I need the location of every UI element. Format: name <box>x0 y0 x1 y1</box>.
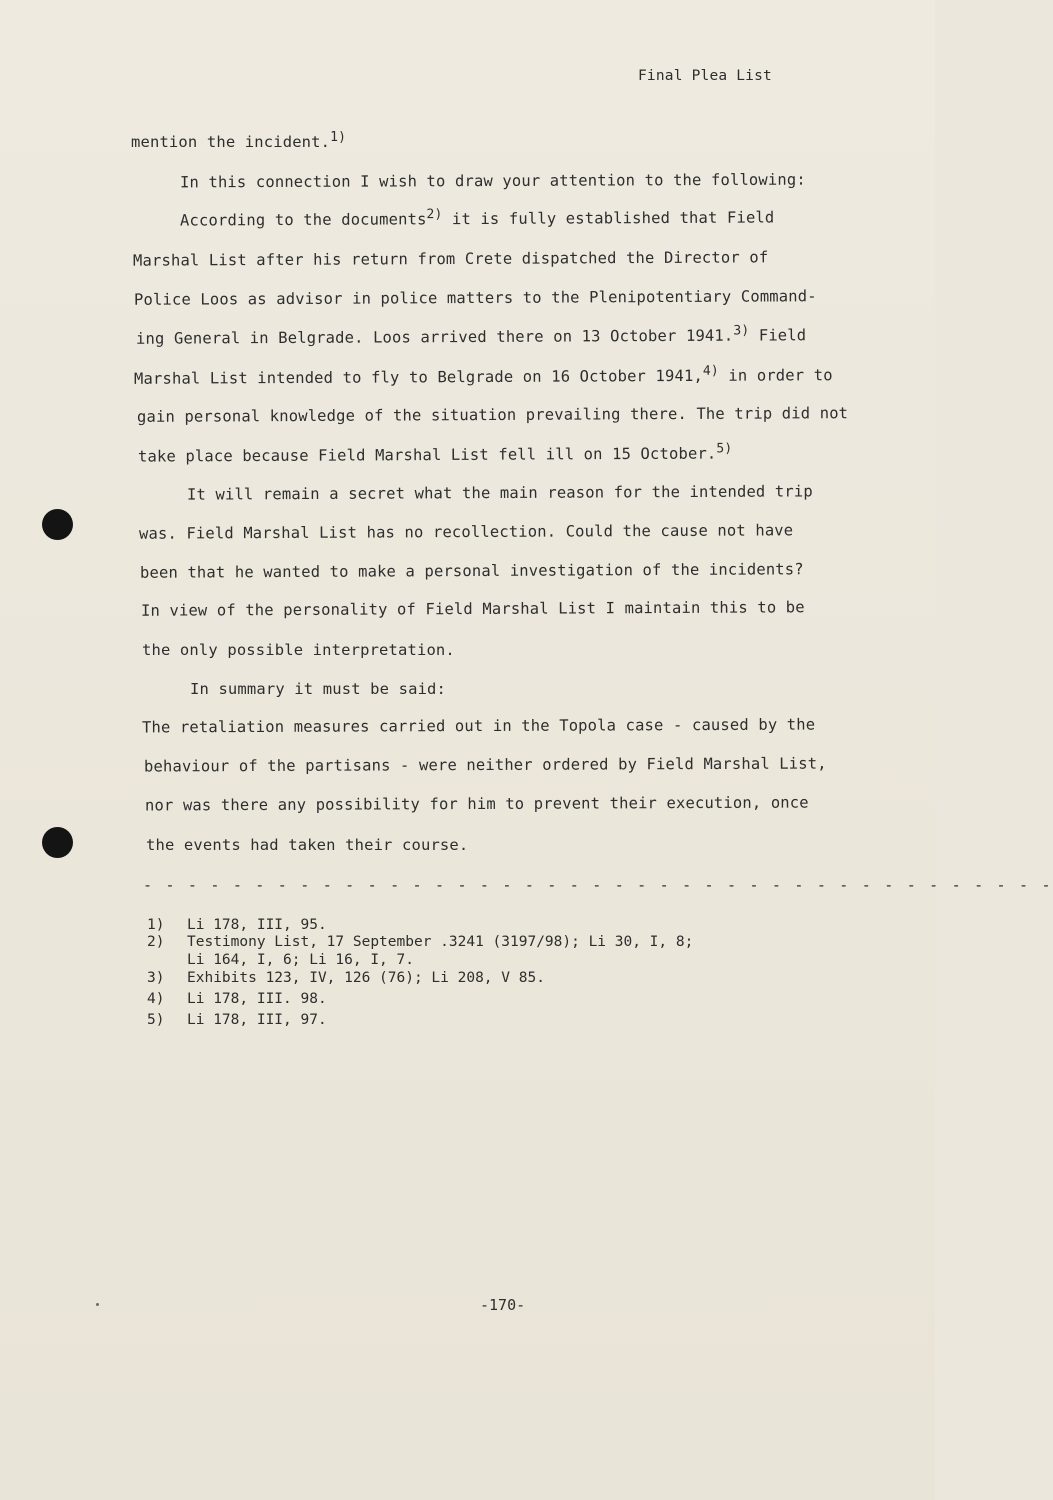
body-line-text: behaviour of the partisans - were neither ordered by Field Marshal List, <box>143 754 827 776</box>
footnote-separator: - - - - - - - - - - - - - - - - - - - - - - - - - - - - - - - - - - - - - - - - - <box>143 876 1053 894</box>
body-line-text: In view of the personality of Field Marshal List I maintain this to be <box>140 598 805 620</box>
body-line-2 <box>180 171 806 192</box>
body-line-text: Marshal List after his return from Crete dispatched the Director of <box>132 248 769 270</box>
footnote-ref: 2) <box>426 207 443 223</box>
body-line-text: Marshal List intended to fly to Belgrade on 16 October 1941, <box>133 366 703 388</box>
body-line-text: the events had taken their course. <box>146 836 469 854</box>
footnote-2 <box>147 935 693 950</box>
body-line-18 <box>145 794 809 815</box>
body-line-text: According to the documents <box>179 210 427 230</box>
footnote-ref: 1) <box>330 129 347 145</box>
footnote-5 <box>147 1013 327 1028</box>
body-line-7 <box>133 363 833 388</box>
body-line-3 <box>180 208 774 229</box>
body-line-13 <box>141 598 805 619</box>
footnote-number: 1) <box>147 917 165 933</box>
body-line-text: mention the incident. <box>131 133 331 151</box>
footnote-2-continued <box>147 953 414 968</box>
body-line-12 <box>140 560 804 581</box>
footnote-ref: 4) <box>702 363 719 379</box>
body-line-15 <box>190 680 446 698</box>
body-line-text: ing General in Belgrade. Loos arrived there on 13 October 1941. <box>135 326 734 348</box>
body-line-text: Field <box>749 326 807 345</box>
body-line-1 <box>131 129 347 151</box>
footnote-3 <box>147 971 545 986</box>
speck-mark <box>96 1303 99 1306</box>
body-line-17 <box>144 755 827 776</box>
footnote-ref: 5) <box>716 441 733 457</box>
body-line-14 <box>142 641 455 659</box>
body-line-11 <box>139 521 793 542</box>
body-line-10 <box>187 482 813 503</box>
body-line-text: been that he wanted to make a personal investigation of the incidents? <box>139 560 804 582</box>
body-line-9 <box>137 441 733 466</box>
body-line-text: gain personal knowledge of the situation prevailing there. The trip did not <box>136 404 849 426</box>
body-line-text: take place because Field Marshal List fell ill on 15 October. <box>137 444 717 466</box>
footnote-text: Testimony List, 17 September .3241 (3197/98); Li 30, I, 8; <box>187 934 694 950</box>
footnote-text: Li 178, III, 95. <box>187 917 327 933</box>
body-line-text: In this connection I wish to draw your attention to the following: <box>179 170 806 192</box>
body-line-6 <box>135 323 807 348</box>
body-line-text: The retaliation measures carried out in the Topola case - caused by the <box>141 715 816 737</box>
footnote-4 <box>147 992 327 1007</box>
footnote-1 <box>147 918 327 933</box>
document-header: Final Plea List <box>638 68 772 84</box>
body-line-text: It will remain a secret what the main reason for the intended trip <box>186 482 813 504</box>
punch-hole-icon <box>42 509 73 540</box>
footnote-text: Li 164, I, 6; Li 16, I, 7. <box>187 952 414 968</box>
footnote-text: Exhibits 123, IV, 126 (76); Li 208, V 85. <box>187 970 545 986</box>
body-line-8 <box>137 404 848 426</box>
body-line-text: was. Field Marshal List has no recollection. Could the cause not have <box>138 521 794 543</box>
body-line-4 <box>133 248 768 269</box>
body-line-19 <box>146 836 468 854</box>
footnote-number: 5) <box>147 1012 165 1028</box>
punch-hole-icon <box>42 827 73 858</box>
body-line-16 <box>142 716 815 737</box>
body-line-text: it is fully established that Field <box>442 208 775 229</box>
body-line-text: in order to <box>718 366 833 385</box>
footnote-number: 4) <box>147 991 165 1007</box>
footnote-number: 3) <box>147 970 165 986</box>
body-line-text: Police Loos as advisor in police matters to the Plenipotentiary Command- <box>133 287 817 309</box>
footnote-text: Li 178, III. 98. <box>187 991 327 1007</box>
footnote-ref: 3) <box>733 323 750 339</box>
body-line-text: nor was there any possibility for him to prevent their execution, once <box>144 793 809 815</box>
body-line-text: the only possible interpretation. <box>142 641 455 659</box>
footnote-text: Li 178, III, 97. <box>187 1012 327 1028</box>
body-line-5 <box>134 287 817 309</box>
body-line-text: In summary it must be said: <box>190 680 447 698</box>
footnote-number: 2) <box>147 934 165 950</box>
page-number: -170- <box>480 1296 526 1314</box>
